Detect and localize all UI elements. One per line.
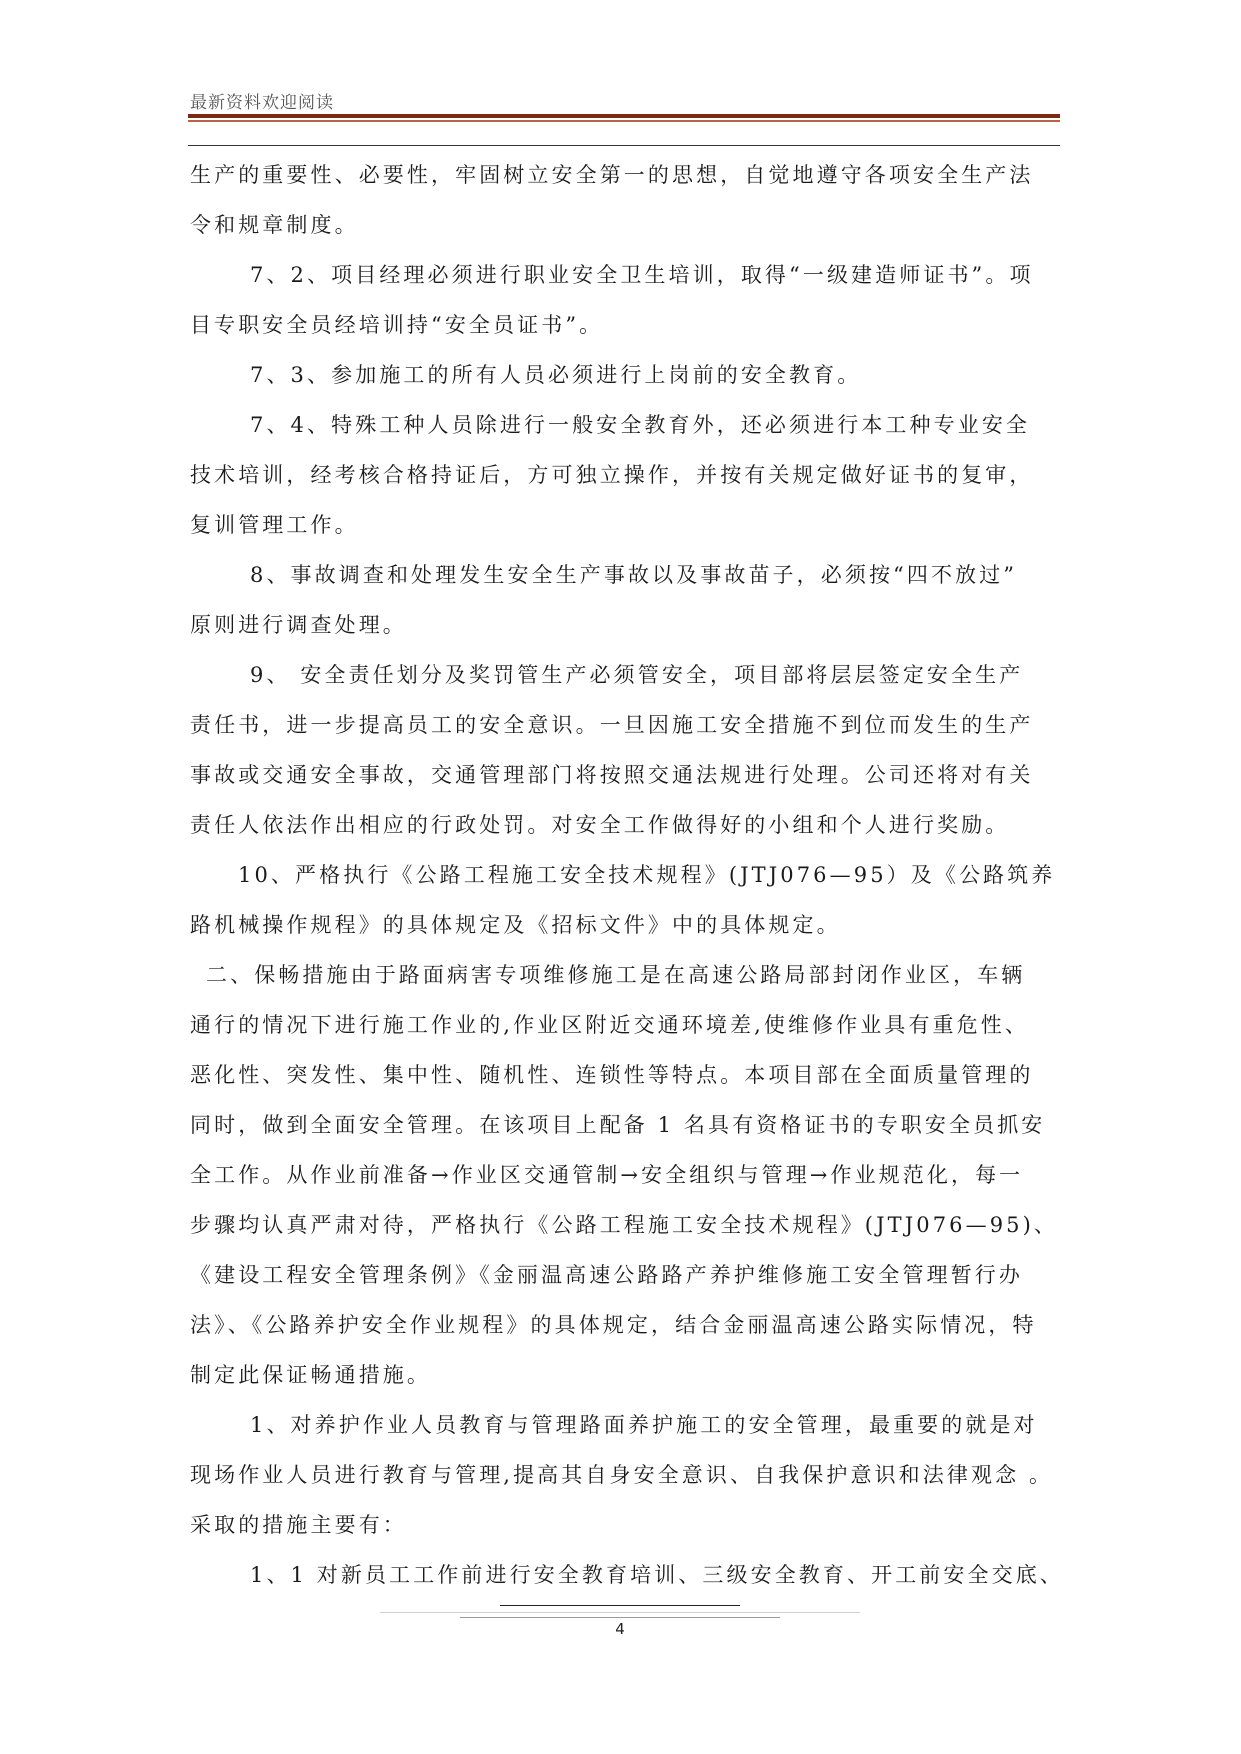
page-number: 4 — [615, 1620, 625, 1638]
body-line: 8、事故调查和处理发生安全生产事故以及事故苗子，必须按“四不放过” — [250, 563, 1018, 587]
body-line: 10、严格执行《公路工程施工安全技术规程》(JTJ076—95）及《公路筑养 — [238, 863, 1056, 887]
body-line: 步骤均认真严肃对待，严格执行《公路工程施工安全技术规程》(JTJ076—95)、 — [190, 1213, 1059, 1237]
body-line: 采取的措施主要有： — [190, 1513, 407, 1537]
document-body — [190, 150, 1062, 1600]
body-line: 事故或交通安全事故，交通管理部门将按照交通法规进行处理。公司还将对有关 — [190, 763, 1034, 787]
footer-rule-top — [500, 1605, 740, 1606]
body-line: 全工作。从作业前准备→作业区交通管制→安全组织与管理→作业规范化，每一 — [190, 1163, 1024, 1187]
body-line: 原则进行调查处理。 — [190, 613, 407, 637]
body-line: 1、对养护作业人员教育与管理路面养护施工的安全管理，最重要的就是对 — [250, 1413, 1038, 1437]
body-line: 目专职安全员经培训持“安全员证书”。 — [190, 313, 604, 337]
body-line: 责任书，进一步提高员工的安全意识。一旦因施工安全措施不到位而发生的生产 — [190, 713, 1034, 737]
header-rule-thin — [188, 120, 1060, 122]
body-line: 7、2、项目经理必须进行职业安全卫生培训，取得“一级建造师证书”。项 — [250, 263, 1034, 287]
body-line: 《建设工程安全管理条例》《金丽温高速公路路产养护维修施工安全管理暂行办 — [190, 1263, 1023, 1287]
body-line: 技术培训，经考核合格持证后，方可独立操作，并按有关规定做好证书的复审， — [190, 463, 1034, 487]
body-line: 恶化性、突发性、集中性、随机性、连锁性等特点。本项目部在全面质量管理的 — [190, 1063, 1034, 1087]
header-rule-thick — [188, 114, 1060, 118]
body-line: 通行的情况下进行施工作业的,作业区附近交通环境差,使维修作业具有重危性、 — [190, 1013, 1029, 1037]
body-line: 制定此保证畅通措施。 — [190, 1363, 431, 1387]
footer-rule-mid — [460, 1617, 780, 1618]
body-line: 二、保畅措施由于路面病害专项维修施工是在高速公路局部封闭作业区，车辆 — [206, 963, 1026, 987]
body-line: 现场作业人员进行教育与管理,提高其自身安全意识、自我保护意识和法律观念 。 — [190, 1463, 1054, 1487]
footer-rule-faint — [380, 1612, 860, 1613]
body-line: 7、3、参加施工的所有人员必须进行上岗前的安全教育。 — [250, 363, 862, 387]
body-line: 同时，做到全面安全管理。在该项目上配备 1 名具有资格证书的专职安全员抓安 — [190, 1113, 1046, 1137]
header-rule-separator — [188, 145, 1060, 146]
body-line: 7、4、特殊工种人员除进行一般安全教育外，还必须进行本工种专业安全 — [250, 413, 1031, 437]
page-header: 最新资料欢迎阅读 — [190, 93, 334, 113]
body-line: 路机械操作规程》的具体规定及《招标文件》中的具体规定。 — [190, 913, 841, 937]
body-line: 1、1 对新员工工作前进行安全教育培训、三级安全教育、开工前安全交底、 — [250, 1563, 1064, 1587]
body-line: 责任人依法作出相应的行政处罚。对安全工作做得好的小组和个人进行奖励。 — [190, 813, 1010, 837]
body-line: 9、 安全责任划分及奖罚管生产必须管安全，项目部将层层签定安全生产 — [250, 663, 1024, 687]
body-line: 令和规章制度。 — [190, 213, 359, 237]
body-line: 法》、《公路养护安全作业规程》的具体规定，结合金丽温高速公路实际情况，特 — [190, 1313, 1037, 1337]
body-line: 复训管理工作。 — [190, 513, 359, 537]
body-line: 生产的重要性、必要性，牢固树立安全第一的思想，自觉地遵守各项安全生产法 — [190, 163, 1034, 187]
